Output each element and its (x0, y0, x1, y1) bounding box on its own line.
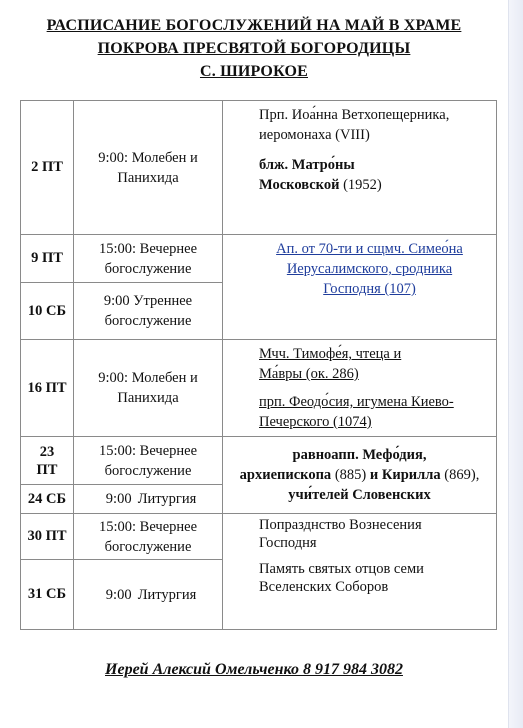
table-row (21, 235, 497, 283)
time-text: 15:00: Вечернее (98, 240, 198, 257)
service-text: богослужение (104, 260, 192, 277)
date-cell: 30 ПТ (21, 514, 74, 560)
date-cell: 9 ПТ (21, 235, 74, 283)
time-cell (74, 235, 223, 283)
saint-cell (223, 437, 497, 514)
time-cell (74, 437, 223, 485)
date-cell: 24 СБ (21, 485, 74, 514)
saint-link[interactable]: Иерусалимского, сродника (286, 261, 453, 277)
saint-text: Попразднство Вознесения (259, 517, 422, 533)
time-text: 9:00 (105, 586, 132, 603)
saint-text: Прп. Иоа́нна Ветхопещерника, (259, 107, 450, 123)
saint-text: равноапп. Мефо́дия, (292, 447, 427, 463)
service-text: богослужение (104, 462, 192, 479)
time-text: 15:00: Вечернее (98, 442, 198, 459)
time-cell (74, 485, 223, 514)
saint-cell (223, 235, 497, 340)
priest-contact: Иерей Алексий Омельченко 8 917 984 3082 (105, 661, 403, 678)
page-edge (508, 0, 523, 728)
date-cell: 10 СБ (21, 283, 74, 340)
saint-text: архиепископа (885) и Кирилла (869), (239, 467, 480, 483)
date-cell: 2 ПТ (21, 101, 74, 235)
title-line-1: РАСПИСАНИЕ БОГОСЛУЖЕНИЙ НА МАЙ В ХРАМЕ (46, 17, 462, 34)
service-text: Литургия (137, 491, 197, 507)
saint-text: прп. Феодо́сия, игумена Киево- (259, 394, 454, 410)
saint-text: блж. Матро́ны (259, 157, 355, 173)
saint-text: Печерского (1074) (259, 414, 372, 430)
service-text: богослужение (104, 538, 192, 555)
saint-text: Память святых отцов семи (259, 561, 424, 577)
title-line-2: ПОКРОВА ПРЕСВЯТОЙ БОГОРОДИЦЫ (97, 40, 411, 57)
saint-text: Московской (1952) (259, 177, 382, 193)
saint-text: Мчч. Тимофе́я, чтеца и (259, 346, 402, 362)
time-text: 15:00: Вечернее (98, 518, 198, 535)
time-cell (74, 514, 223, 560)
saint-text: иеромонаха (VIII) (259, 127, 370, 143)
time-text: 9:00: Молебен и (98, 149, 198, 166)
table-row (21, 514, 497, 560)
schedule-table (20, 100, 497, 630)
time-cell (74, 560, 223, 630)
saint-cell (223, 101, 497, 235)
title-line-3: С. ШИРОКОЕ (199, 63, 308, 80)
time-cell (74, 340, 223, 437)
saint-text: Ма́вры (ок. 286) (259, 366, 359, 382)
table-row (21, 437, 497, 485)
saint-cell (223, 514, 497, 630)
service-text: Панихида (117, 169, 179, 186)
saint-text: Господня (259, 535, 317, 551)
service-text: богослужение (104, 313, 192, 329)
time-text: 9:00 (105, 491, 132, 507)
date-cell: 23 ПТ (21, 437, 74, 485)
time-text: 9:00: Молебен и (98, 370, 198, 386)
table-row (21, 340, 497, 437)
saint-text: учи́телей Словенских (288, 487, 431, 503)
service-text: Панихида (117, 390, 179, 406)
table-row (21, 101, 497, 235)
saint-text: Вселенских Соборов (259, 579, 389, 595)
time-cell (74, 101, 223, 235)
saint-cell (223, 340, 497, 437)
date-cell: 16 ПТ (21, 340, 74, 437)
date-cell: 31 СБ (21, 560, 74, 630)
page-title (0, 14, 508, 83)
time-text: 9:00 Утреннее (103, 293, 193, 309)
time-cell (74, 283, 223, 340)
saint-link[interactable]: Господня (107) (323, 281, 416, 297)
service-text: Литургия (137, 586, 197, 603)
saint-link[interactable]: Ап. от 70-ти и сщмч. Симео́на (276, 241, 463, 257)
